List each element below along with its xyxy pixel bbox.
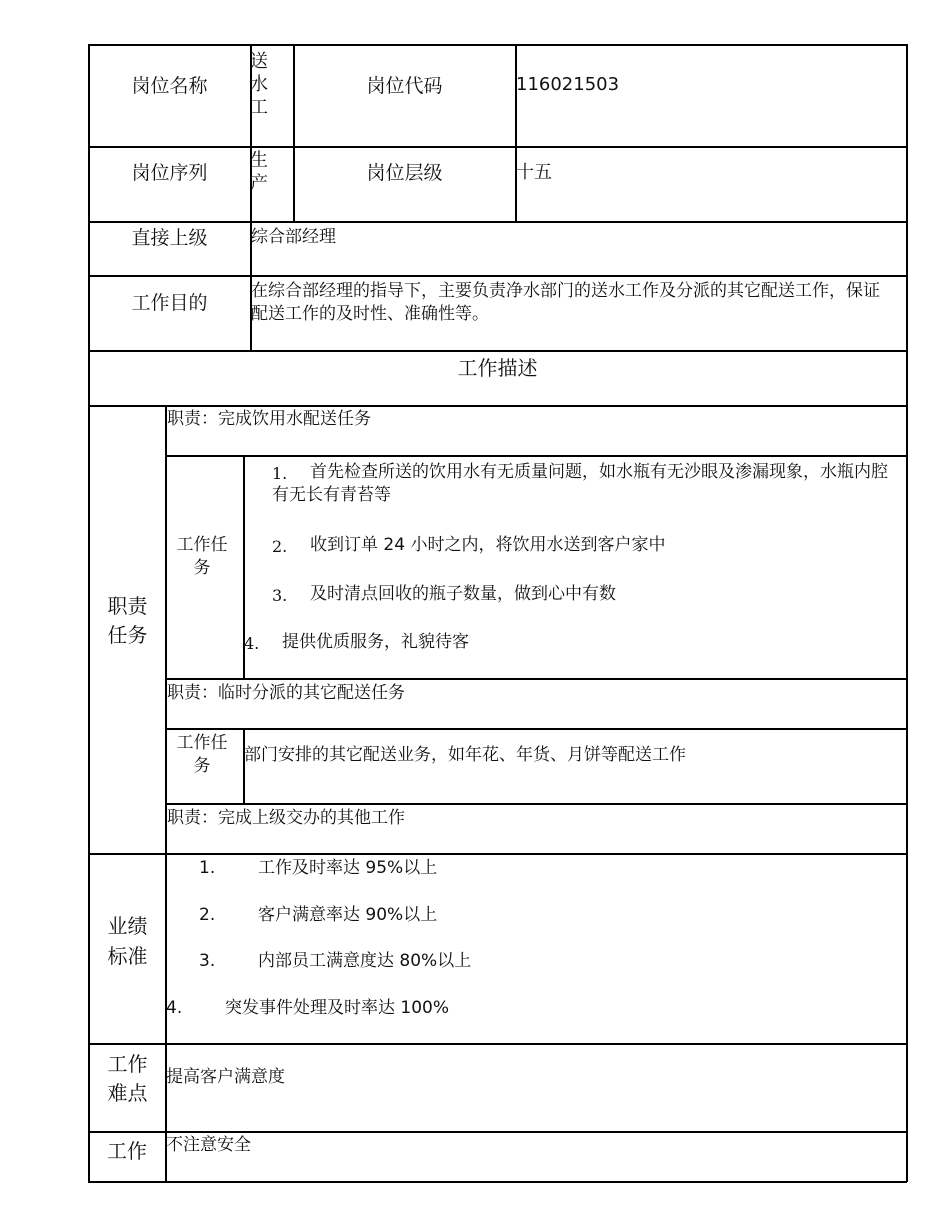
perf-3-text: 内部员工满意度达 80%以上 xyxy=(258,951,472,971)
perf-4-text: 突发事件处理及时率达 100% xyxy=(225,998,450,1018)
duty-3: 职责：完成上级交办的其他工作 xyxy=(167,808,405,828)
difficulty-label: 工作难点 xyxy=(107,1052,148,1105)
position-name-value: 送水工 xyxy=(250,51,268,118)
supervisor-label: 直接上级 xyxy=(131,227,208,249)
last-row-label: 工作 xyxy=(107,1139,147,1163)
position-code-value: 116021503 xyxy=(516,74,620,95)
task-3-num: 3. xyxy=(272,586,288,605)
duty-2: 职责：临时分派的其它配送任务 xyxy=(167,683,405,703)
task-label-1: 工作任务 xyxy=(176,535,228,578)
position-code-label: 岗位代码 xyxy=(366,75,443,97)
position-name-label: 岗位名称 xyxy=(131,75,208,97)
task-2-num: 2. xyxy=(272,537,288,556)
perf-4-num: 4. xyxy=(166,998,183,1018)
position-level-value: 十五 xyxy=(516,162,552,183)
task-1-text: 首先检查所送的饮用水有无质量问题，如水瓶有无沙眼及渗漏现象，水瓶内腔有无长有青苔等 xyxy=(272,462,888,505)
task-4-text: 提供优质服务，礼貌待客 xyxy=(282,632,469,652)
perf-2-text: 客户满意率达 90%以上 xyxy=(258,905,438,925)
position-series-label: 岗位序列 xyxy=(131,162,208,184)
position-level-label: 岗位层级 xyxy=(366,162,443,184)
purpose-label: 工作目的 xyxy=(131,292,208,314)
supervisor-value: 综合部经理 xyxy=(251,227,336,247)
duties-section-label: 职责任务 xyxy=(107,594,148,647)
position-series-value: 生产 xyxy=(250,150,268,194)
task-4-num: 4. xyxy=(244,634,260,653)
task-2-text: 收到订单 24 小时之内，将饮用水送到客户家中 xyxy=(310,535,666,555)
task-label-2: 工作任务 xyxy=(176,733,228,776)
task-1-num: 1. xyxy=(272,464,288,483)
task-2-1-text: 部门安排的其它配送业务，如年花、年货、月饼等配送工作 xyxy=(244,745,686,765)
perf-2-num: 2. xyxy=(199,905,216,925)
difficulty-value: 提高客户满意度 xyxy=(166,1067,285,1087)
last-row-value: 不注意安全 xyxy=(166,1135,251,1155)
purpose-value: 在综合部经理的指导下，主要负责净水部门的送水工作及分派的其它配送工作，保证配送工作的及时性、准确性等。 xyxy=(251,281,880,324)
task-3-text: 及时清点回收的瓶子数量，做到心中有数 xyxy=(310,584,616,604)
perf-3-num: 3. xyxy=(199,951,216,971)
perf-1-text: 工作及时率达 95%以上 xyxy=(258,858,438,878)
performance-label: 业绩标准 xyxy=(107,914,148,968)
duty-1: 职责：完成饮用水配送任务 xyxy=(167,409,371,429)
description-title: 工作描述 xyxy=(457,356,538,380)
perf-1-num: 1. xyxy=(199,858,216,878)
